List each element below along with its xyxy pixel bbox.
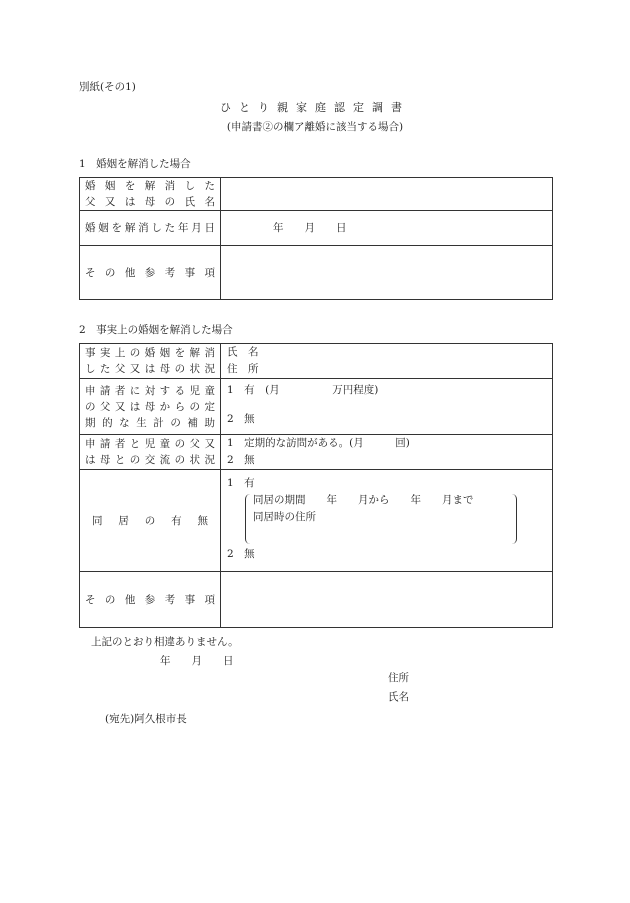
bracket [245, 494, 250, 544]
document-subtitle: (申請書②の欄ア離婚に該当する場合) [226, 121, 404, 133]
recipient: (宛先)阿久根市長 [105, 713, 187, 725]
support-field[interactable]: 1 有 (月 万円程度) 2 無 [221, 379, 553, 435]
sign-date: 年 月 日 [160, 655, 234, 667]
table-row [80, 211, 553, 246]
cohabitation-field[interactable]: 1 有 同居の期間 年 月から 年 月まで 同居時の住所 2 無 [221, 470, 553, 572]
declaration: 上記のとおり相違ありません。 [91, 636, 239, 648]
section1-heading: 1 婚姻を解消した場合 [79, 158, 191, 170]
contact-field[interactable]: 1 定期的な訪問がある。(月 回) 2 無 [221, 435, 553, 470]
table-row [80, 246, 553, 300]
row-label: 事実上の婚姻を解消 した父又は母の状況 [80, 344, 221, 379]
name-label: 氏名 [388, 691, 409, 703]
table-row [80, 470, 553, 572]
address-label: 住所 [388, 672, 409, 684]
parent-name-field[interactable] [221, 178, 553, 211]
row-label: 同居の有無 [80, 470, 221, 572]
section1-table [79, 177, 553, 300]
row-label: その他参考事項 [80, 572, 221, 628]
table-row [80, 435, 553, 470]
row-label: 申請者に対する児童 の父又は母からの定 期的な生計の補助 [80, 379, 221, 435]
table-row [80, 178, 553, 211]
row-label: その他参考事項 [80, 246, 221, 300]
bracket [512, 494, 517, 544]
dissolution-date-field[interactable]: 年 月 日 [221, 211, 553, 246]
parent-status-field[interactable]: 氏 名 住 所 [221, 344, 553, 379]
form-number: 別紙(その1) [79, 81, 136, 93]
table-row [80, 379, 553, 435]
row-label: 申請者と児童の父又 は母との交流の状況 [80, 435, 221, 470]
notes-field[interactable] [221, 246, 553, 300]
notes-field[interactable] [221, 572, 553, 628]
section2-heading: 2 事実上の婚姻を解消した場合 [79, 324, 233, 336]
document-title: ひとり親家庭認定調書 [220, 101, 410, 114]
row-label: 婚姻を解消した 父又は母の氏名 [80, 178, 221, 211]
table-row [80, 572, 553, 628]
table-row [80, 344, 553, 379]
row-label: 婚姻を解消した年月日 [80, 211, 221, 246]
section2-table [79, 343, 553, 628]
